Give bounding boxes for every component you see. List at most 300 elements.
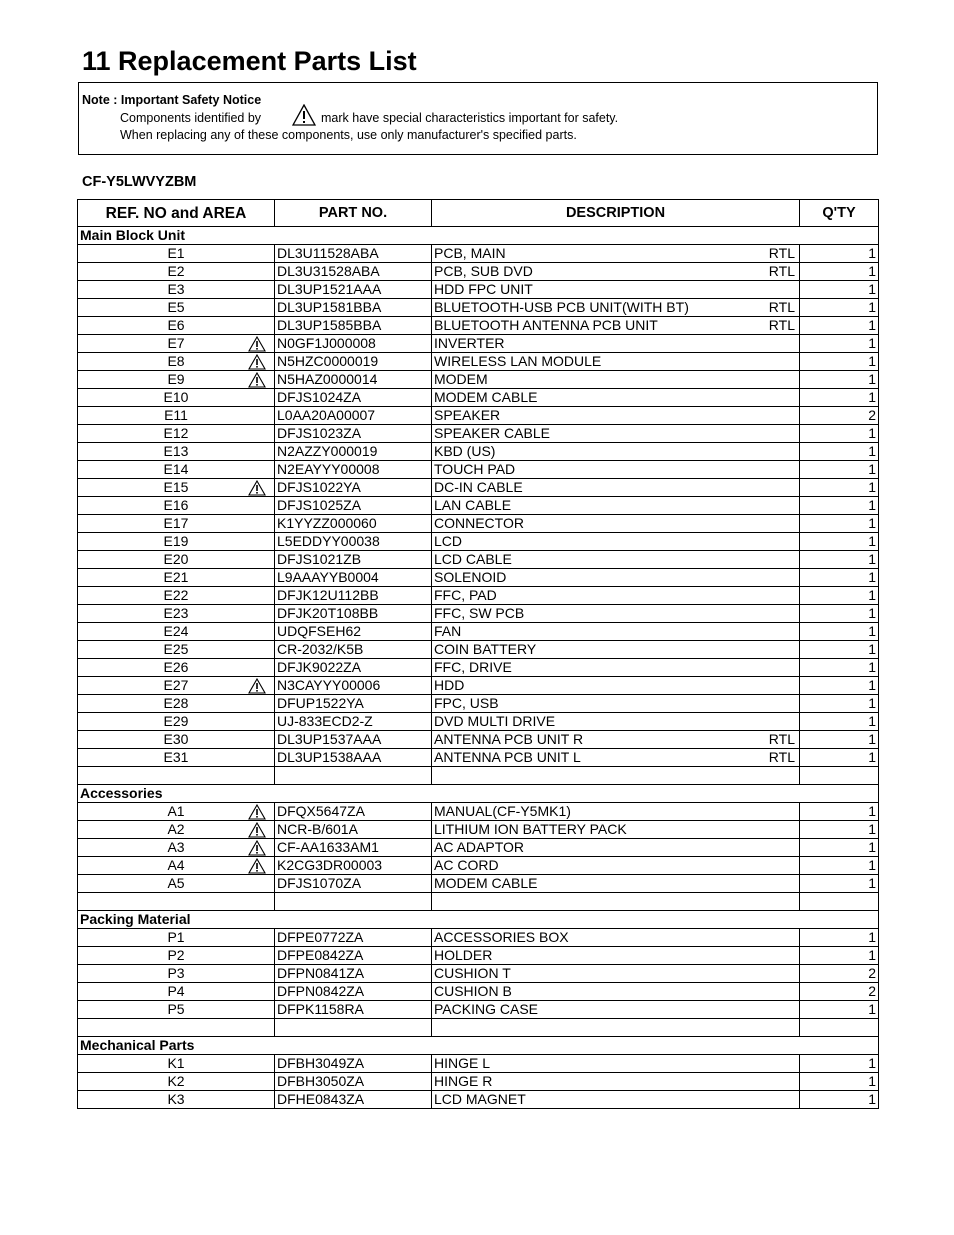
table-row <box>78 335 879 353</box>
section-header-row <box>78 785 879 803</box>
part-number: K2CG3DR00003 <box>275 857 432 875</box>
rtl-tag: RTL <box>768 263 795 279</box>
part-number: DL3UP1538AAA <box>275 749 432 767</box>
table-row <box>78 677 879 695</box>
ref-number: E21 <box>163 569 189 585</box>
table-row <box>78 1073 879 1091</box>
quantity: 1 <box>800 587 879 605</box>
warning-triangle-icon <box>248 480 266 496</box>
part-number: DFPN0841ZA <box>275 965 432 983</box>
table-row <box>78 749 879 767</box>
table-row <box>78 839 879 857</box>
description: INVERTER <box>434 335 505 351</box>
description: TOUCH PAD <box>434 461 516 477</box>
part-number: DFPE0842ZA <box>275 947 432 965</box>
ref-number: A4 <box>167 857 185 873</box>
part-number: DFPK1158RA <box>275 1001 432 1019</box>
rtl-tag: RTL <box>768 731 795 747</box>
description-cell <box>432 1001 800 1019</box>
ref-number: E28 <box>163 695 189 711</box>
empty-row <box>78 893 879 911</box>
ref-number: E24 <box>163 623 189 639</box>
table-row <box>78 1091 879 1109</box>
description: HDD FPC UNIT <box>434 281 533 297</box>
warning-triangle-icon <box>248 804 266 820</box>
description: WIRELESS LAN MODULE <box>434 353 602 369</box>
description: MANUAL(CF-Y5MK1) <box>434 803 571 819</box>
table-row <box>78 533 879 551</box>
ref-cell <box>78 857 275 875</box>
description-cell <box>432 983 800 1001</box>
ref-number: K2 <box>167 1073 185 1089</box>
description-cell <box>432 461 800 479</box>
table-row <box>78 875 879 893</box>
model-number: CF-Y5LWVYZBM <box>82 174 197 190</box>
quantity: 1 <box>800 659 879 677</box>
ref-cell <box>78 641 275 659</box>
part-number: DFUP1522YA <box>275 695 432 713</box>
ref-cell <box>78 299 275 317</box>
ref-number: P5 <box>167 1001 185 1017</box>
description: FFC, DRIVE <box>434 659 512 675</box>
part-number: DFJS1023ZA <box>275 425 432 443</box>
quantity: 1 <box>800 551 879 569</box>
table-row <box>78 857 879 875</box>
ref-number: E17 <box>163 515 189 531</box>
ref-number: P1 <box>167 929 185 945</box>
quantity: 1 <box>800 461 879 479</box>
description-cell <box>432 731 800 749</box>
table-row <box>78 353 879 371</box>
description: ACCESSORIES BOX <box>434 929 569 945</box>
part-number: DFJK20T108BB <box>275 605 432 623</box>
ref-cell <box>78 623 275 641</box>
table-row <box>78 947 879 965</box>
table-row <box>78 479 879 497</box>
empty-row <box>78 767 879 785</box>
quantity: 1 <box>800 1055 879 1073</box>
description-cell <box>432 803 800 821</box>
table-row <box>78 605 879 623</box>
ref-cell <box>78 695 275 713</box>
description-cell <box>432 641 800 659</box>
description-cell <box>432 587 800 605</box>
ref-number: A2 <box>167 821 185 837</box>
ref-number: K1 <box>167 1055 185 1071</box>
header-qty: Q'TY <box>800 200 879 227</box>
part-number: CR-2032/K5B <box>275 641 432 659</box>
ref-cell <box>78 389 275 407</box>
ref-cell <box>78 533 275 551</box>
description: DC-IN CABLE <box>434 479 523 495</box>
part-number: UDQFSEH62 <box>275 623 432 641</box>
description-cell <box>432 749 800 767</box>
table-row <box>78 713 879 731</box>
ref-number: E11 <box>164 407 188 423</box>
ref-cell <box>78 425 275 443</box>
table-row <box>78 569 879 587</box>
rtl-tag: RTL <box>768 749 795 765</box>
part-number: DFJS1021ZB <box>275 551 432 569</box>
ref-number: E19 <box>163 533 189 549</box>
ref-cell <box>78 839 275 857</box>
warning-triangle-icon <box>248 840 266 856</box>
description: BLUETOOTH-USB PCB UNIT(WITH BT) <box>434 299 689 315</box>
description-cell <box>432 335 800 353</box>
part-number: DL3U11528ABA <box>275 245 432 263</box>
description: HINGE R <box>434 1073 493 1089</box>
ref-number: A3 <box>167 839 185 855</box>
warning-triangle-icon <box>248 678 266 694</box>
empty-cell <box>275 1019 432 1037</box>
ref-number: E16 <box>163 497 189 513</box>
table-row <box>78 965 879 983</box>
description-cell <box>432 821 800 839</box>
table-row <box>78 587 879 605</box>
safety-notice-heading: Note : Important Safety Notice <box>82 93 262 107</box>
part-number: CF-AA1633AM1 <box>275 839 432 857</box>
description: DVD MULTI DRIVE <box>434 713 556 729</box>
safety-notice-box <box>78 82 878 155</box>
ref-cell <box>78 551 275 569</box>
empty-cell <box>275 767 432 785</box>
part-number: DFJS1025ZA <box>275 497 432 515</box>
table-row <box>78 929 879 947</box>
table-row <box>78 803 879 821</box>
empty-cell <box>432 767 800 785</box>
empty-cell <box>78 1019 275 1037</box>
quantity: 1 <box>800 425 879 443</box>
ref-cell <box>78 875 275 893</box>
quantity: 1 <box>800 569 879 587</box>
ref-number: E9 <box>167 371 185 387</box>
empty-cell <box>78 893 275 911</box>
description-cell <box>432 281 800 299</box>
table-row <box>78 659 879 677</box>
part-number: NCR-B/601A <box>275 821 432 839</box>
description-cell <box>432 353 800 371</box>
ref-number: E15 <box>163 479 189 495</box>
description: AC CORD <box>434 857 499 873</box>
part-number: L5EDDYY00038 <box>275 533 432 551</box>
description: KBD (US) <box>434 443 496 459</box>
empty-row <box>78 1019 879 1037</box>
description: AC ADAPTOR <box>434 839 524 855</box>
part-number: DL3UP1585BBA <box>275 317 432 335</box>
description-cell <box>432 1055 800 1073</box>
description: FAN <box>434 623 462 639</box>
parts-table-body <box>78 227 879 1109</box>
ref-cell <box>78 947 275 965</box>
quantity: 1 <box>800 443 879 461</box>
description-cell <box>432 1091 800 1109</box>
quantity: 1 <box>800 371 879 389</box>
table-row <box>78 245 879 263</box>
quantity: 1 <box>800 245 879 263</box>
description-cell <box>432 677 800 695</box>
table-row <box>78 443 879 461</box>
ref-cell <box>78 803 275 821</box>
part-number: DFJS1022YA <box>275 479 432 497</box>
ref-number: E12 <box>163 425 189 441</box>
empty-cell <box>275 893 432 911</box>
description-cell <box>432 965 800 983</box>
ref-number: P3 <box>167 965 185 981</box>
description: FFC, SW PCB <box>434 605 525 621</box>
quantity: 1 <box>800 263 879 281</box>
quantity: 2 <box>800 965 879 983</box>
ref-number: E20 <box>163 551 189 567</box>
quantity: 1 <box>800 623 879 641</box>
description: SPEAKER CABLE <box>434 425 550 441</box>
safety-notice-line1b: mark have special characteristics important for safety. <box>321 111 619 125</box>
description: LCD <box>434 533 463 549</box>
quantity: 1 <box>800 317 879 335</box>
description-cell <box>432 929 800 947</box>
description-cell <box>432 425 800 443</box>
empty-cell <box>800 767 879 785</box>
description-cell <box>432 479 800 497</box>
warning-triangle-icon <box>248 822 266 838</box>
ref-cell <box>78 569 275 587</box>
table-row <box>78 731 879 749</box>
section-header-row <box>78 1037 879 1055</box>
table-row <box>78 497 879 515</box>
rtl-tag: RTL <box>768 299 795 315</box>
description-cell <box>432 839 800 857</box>
ref-cell <box>78 821 275 839</box>
header-ref-area: REF. NO and AREA <box>78 200 275 227</box>
table-row <box>78 407 879 425</box>
description: HOLDER <box>434 947 493 963</box>
description: HINGE L <box>434 1055 491 1071</box>
part-number: DL3U31528ABA <box>275 263 432 281</box>
part-number: DFJS1024ZA <box>275 389 432 407</box>
page-title: 11 Replacement Parts List <box>82 46 417 76</box>
description-cell <box>432 947 800 965</box>
empty-cell <box>800 1019 879 1037</box>
table-row <box>78 389 879 407</box>
description-cell <box>432 515 800 533</box>
quantity: 1 <box>800 281 879 299</box>
rtl-tag: RTL <box>768 317 795 333</box>
quantity: 1 <box>800 749 879 767</box>
description-cell <box>432 317 800 335</box>
table-row <box>78 515 879 533</box>
description-cell <box>432 533 800 551</box>
table-header-row <box>78 200 879 227</box>
ref-number: E8 <box>167 353 185 369</box>
description: PCB, MAIN <box>434 245 506 261</box>
ref-cell <box>78 713 275 731</box>
description-cell <box>432 695 800 713</box>
table-row <box>78 623 879 641</box>
ref-cell <box>78 1073 275 1091</box>
ref-number: E31 <box>163 749 189 765</box>
description: ANTENNA PCB UNIT R <box>434 731 584 747</box>
description: LCD CABLE <box>434 551 512 567</box>
part-number: DL3UP1537AAA <box>275 731 432 749</box>
description: LAN CABLE <box>434 497 512 513</box>
table-row <box>78 1001 879 1019</box>
ref-number: E27 <box>163 677 189 693</box>
quantity: 1 <box>800 479 879 497</box>
ref-number: E22 <box>163 587 189 603</box>
ref-number: E10 <box>163 389 189 405</box>
quantity: 1 <box>800 677 879 695</box>
ref-cell <box>78 443 275 461</box>
warning-triangle-icon <box>248 354 266 370</box>
part-number: DFJK9022ZA <box>275 659 432 677</box>
ref-number: A1 <box>167 803 185 819</box>
ref-number: E13 <box>163 443 189 459</box>
ref-number: A5 <box>167 875 185 891</box>
description: CONNECTOR <box>434 515 524 531</box>
table-row <box>78 695 879 713</box>
description: COIN BATTERY <box>434 641 537 657</box>
description: PACKING CASE <box>434 1001 538 1017</box>
description-cell <box>432 389 800 407</box>
description: FFC, PAD <box>434 587 497 603</box>
quantity: 1 <box>800 857 879 875</box>
part-number: DFPN0842ZA <box>275 983 432 1001</box>
quantity: 1 <box>800 713 879 731</box>
warning-triangle-icon <box>248 858 266 874</box>
part-number: N5HAZ0000014 <box>275 371 432 389</box>
section-title: Mechanical Parts <box>78 1037 879 1055</box>
description-cell <box>432 875 800 893</box>
warning-triangle-icon <box>248 372 266 388</box>
description-cell <box>432 713 800 731</box>
ref-cell <box>78 731 275 749</box>
ref-number: E2 <box>167 263 185 279</box>
quantity: 2 <box>800 983 879 1001</box>
part-number: L9AAAYYB0004 <box>275 569 432 587</box>
ref-number: P2 <box>167 947 185 963</box>
description: CUSHION B <box>434 983 512 999</box>
quantity: 1 <box>800 1001 879 1019</box>
quantity: 2 <box>800 407 879 425</box>
table-row <box>78 299 879 317</box>
ref-cell <box>78 371 275 389</box>
ref-number: P4 <box>167 983 185 999</box>
ref-number: E29 <box>163 713 189 729</box>
table-row <box>78 983 879 1001</box>
quantity: 1 <box>800 875 879 893</box>
ref-cell <box>78 317 275 335</box>
ref-number: E30 <box>163 731 189 747</box>
part-number: K1YYZZ000060 <box>275 515 432 533</box>
empty-cell <box>78 767 275 785</box>
description-cell <box>432 569 800 587</box>
part-number: L0AA20A00007 <box>275 407 432 425</box>
quantity: 1 <box>800 821 879 839</box>
part-number: DL3UP1581BBA <box>275 299 432 317</box>
description-cell <box>432 605 800 623</box>
description-cell <box>432 551 800 569</box>
description-cell <box>432 263 800 281</box>
description-cell <box>432 497 800 515</box>
part-number: DFHE0843ZA <box>275 1091 432 1109</box>
safety-notice-line2: When replacing any of these components, use only manufacturer's specified parts. <box>120 128 577 142</box>
table-row <box>78 641 879 659</box>
table-row <box>78 425 879 443</box>
ref-cell <box>78 353 275 371</box>
rtl-tag: RTL <box>768 245 795 261</box>
ref-number: E25 <box>163 641 189 657</box>
header-part-no: PART NO. <box>275 200 432 227</box>
part-number: DFBH3050ZA <box>275 1073 432 1091</box>
description: LITHIUM ION BATTERY PACK <box>434 821 627 837</box>
quantity: 1 <box>800 1091 879 1109</box>
quantity: 1 <box>800 299 879 317</box>
description-cell <box>432 1073 800 1091</box>
description: PCB, SUB DVD <box>434 263 533 279</box>
ref-number: E14 <box>163 461 189 477</box>
part-number: DFJK12U112BB <box>275 587 432 605</box>
description: HDD <box>434 677 465 693</box>
ref-cell <box>78 281 275 299</box>
description-cell <box>432 371 800 389</box>
part-number: DFQX5647ZA <box>275 803 432 821</box>
ref-cell <box>78 749 275 767</box>
description-cell <box>432 659 800 677</box>
ref-cell <box>78 461 275 479</box>
ref-cell <box>78 497 275 515</box>
empty-cell <box>432 1019 800 1037</box>
quantity: 1 <box>800 641 879 659</box>
empty-cell <box>432 893 800 911</box>
ref-cell <box>78 677 275 695</box>
ref-cell <box>78 1091 275 1109</box>
description-cell <box>432 407 800 425</box>
ref-number: E1 <box>167 245 185 261</box>
table-row <box>78 551 879 569</box>
description: MODEM <box>434 371 488 387</box>
section-title: Main Block Unit <box>78 227 879 245</box>
quantity: 1 <box>800 947 879 965</box>
description: SOLENOID <box>434 569 507 585</box>
table-row <box>78 1055 879 1073</box>
ref-cell <box>78 245 275 263</box>
part-number: UJ-833ECD2-Z <box>275 713 432 731</box>
ref-number: E23 <box>163 605 189 621</box>
description: ANTENNA PCB UNIT L <box>434 749 581 765</box>
parts-table <box>77 199 879 1109</box>
ref-cell <box>78 965 275 983</box>
ref-cell <box>78 1001 275 1019</box>
ref-cell <box>78 335 275 353</box>
ref-cell <box>78 1055 275 1073</box>
ref-cell <box>78 515 275 533</box>
quantity: 1 <box>800 803 879 821</box>
description: MODEM CABLE <box>434 875 538 891</box>
table-row <box>78 371 879 389</box>
quantity: 1 <box>800 389 879 407</box>
part-number: N2EAYYY00008 <box>275 461 432 479</box>
ref-cell <box>78 929 275 947</box>
part-number: N3CAYYY00006 <box>275 677 432 695</box>
quantity: 1 <box>800 605 879 623</box>
quantity: 1 <box>800 1073 879 1091</box>
header-description: DESCRIPTION <box>432 200 800 227</box>
description-cell <box>432 245 800 263</box>
part-number: N5HZC0000019 <box>275 353 432 371</box>
part-number: N0GF1J000008 <box>275 335 432 353</box>
part-number: DFBH3049ZA <box>275 1055 432 1073</box>
description: MODEM CABLE <box>434 389 538 405</box>
ref-cell <box>78 407 275 425</box>
